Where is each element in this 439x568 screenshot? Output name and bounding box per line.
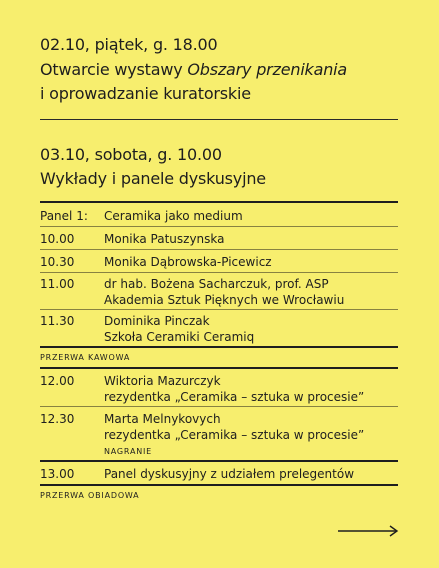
row-details: [104, 373, 364, 405]
row-affiliation: Akademia Sztuk Pięknych we Wrocławiu: [104, 293, 345, 307]
panel-title: Ceramika jako medium: [104, 209, 243, 223]
break-lunch: PRZERWA OBIADOWA: [40, 491, 140, 500]
row-time: 10.30: [40, 255, 75, 269]
arrow-right-icon[interactable]: [338, 524, 400, 538]
event1-title: [40, 59, 347, 81]
row-speaker: Dominika Pinczak: [104, 314, 210, 328]
row-time: 10.00: [40, 232, 75, 246]
row-speaker: Monika Patuszynska: [104, 232, 225, 246]
row-time: 11.00: [40, 277, 75, 291]
event1-title-prefix: Otwarcie wystawy: [40, 60, 188, 79]
row-details: [104, 313, 254, 345]
section-rule: [40, 346, 398, 348]
row-time: 12.30: [40, 412, 75, 426]
row-time: 12.00: [40, 374, 75, 388]
row-speaker: dr hab. Bożena Sacharczuk, prof. ASP: [104, 277, 329, 291]
row-divider: [40, 226, 398, 227]
event1-title-line2: i oprowadzanie kuratorskie: [40, 84, 251, 103]
row-divider: [40, 272, 398, 273]
row-speaker: Wiktoria Mazurczyk: [104, 374, 221, 388]
row-time: 11.30: [40, 314, 75, 328]
recording-tag: NAGRANIE: [104, 447, 153, 456]
break-coffee: PRZERWA KAWOWA: [40, 353, 131, 362]
event2-date: 03.10, sobota, g. 10.00: [40, 145, 222, 164]
row-affiliation: Szkoła Ceramiki Ceramiq: [104, 330, 255, 344]
section-rule: [40, 367, 398, 369]
row-affiliation: rezydentka „Ceramika – sztuka w procesie”: [104, 428, 365, 442]
section-divider: [40, 119, 398, 120]
row-details: [104, 411, 364, 443]
row-divider: [40, 249, 398, 250]
row-time: 13.00: [40, 467, 75, 481]
row-speaker: Panel dyskusyjny z udziałem prelegentów: [104, 467, 355, 481]
event1-title-italic: Obszary przenikania: [187, 60, 348, 79]
row-divider: [40, 309, 398, 310]
section-rule: [40, 460, 398, 462]
panel-label: Panel 1:: [40, 209, 88, 223]
row-speaker: Monika Dąbrowska-Picewicz: [104, 255, 272, 269]
section-rule: [40, 484, 398, 486]
event1-date: 02.10, piątek, g. 18.00: [40, 35, 218, 54]
row-affiliation: rezydentka „Ceramika – sztuka w procesie”: [104, 390, 365, 404]
row-details: [104, 276, 344, 308]
row-divider: [40, 406, 398, 407]
table-top-rule: [40, 201, 398, 203]
event2-title: Wykłady i panele dyskusyjne: [40, 169, 266, 188]
row-speaker: Marta Melnykovych: [104, 412, 221, 426]
